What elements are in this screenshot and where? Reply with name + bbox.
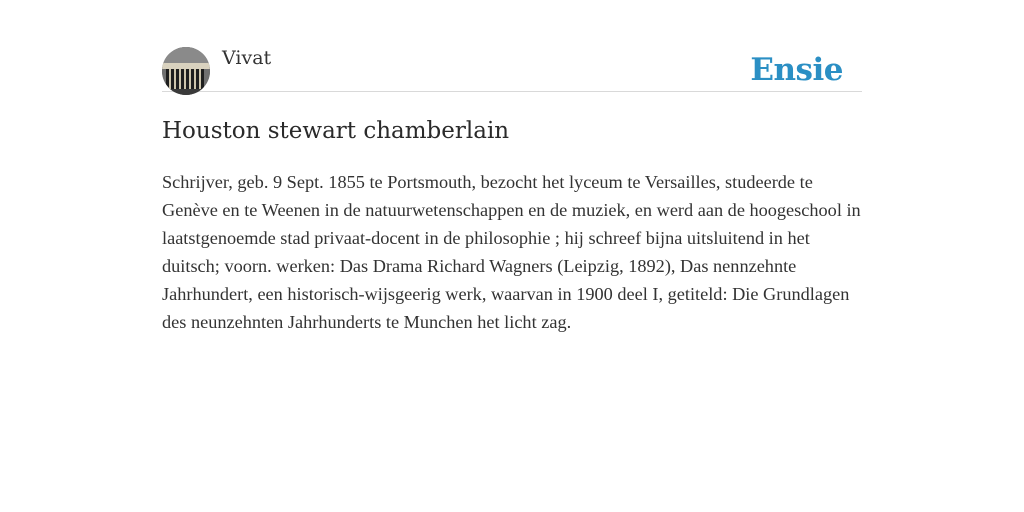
author-name[interactable]: Vivat: [222, 47, 272, 69]
avatar-image-icon: [162, 47, 210, 95]
article-body: Schrijver, geb. 9 Sept. 1855 te Portsmouth, bezocht het lyceum te Versailles, studeerde te Genève en te Weenen in de natuurwetenschappen en de muziek, en werd aan de hoogeschool in laatstgenoemde stad privaat-docent in de philosophie ; hij schreef bijna uitsluitend in het duitsch; voorn. werken: Das Drama Richard Wagners (Leipzig, 1892), Das nennzehnte Jahrhundert, een historisch-wijsgeerig werk, waarvan in 1900 deel I, getiteld: Die Grundlagen des neunzehnten Jahrhunderts te Munchen het licht zag.: [162, 172, 861, 332]
author-avatar[interactable]: [162, 47, 210, 95]
article-title: Houston stewart chamberlain: [162, 118, 510, 144]
header: [162, 44, 862, 92]
site-logo[interactable]: Ensie: [750, 52, 843, 88]
